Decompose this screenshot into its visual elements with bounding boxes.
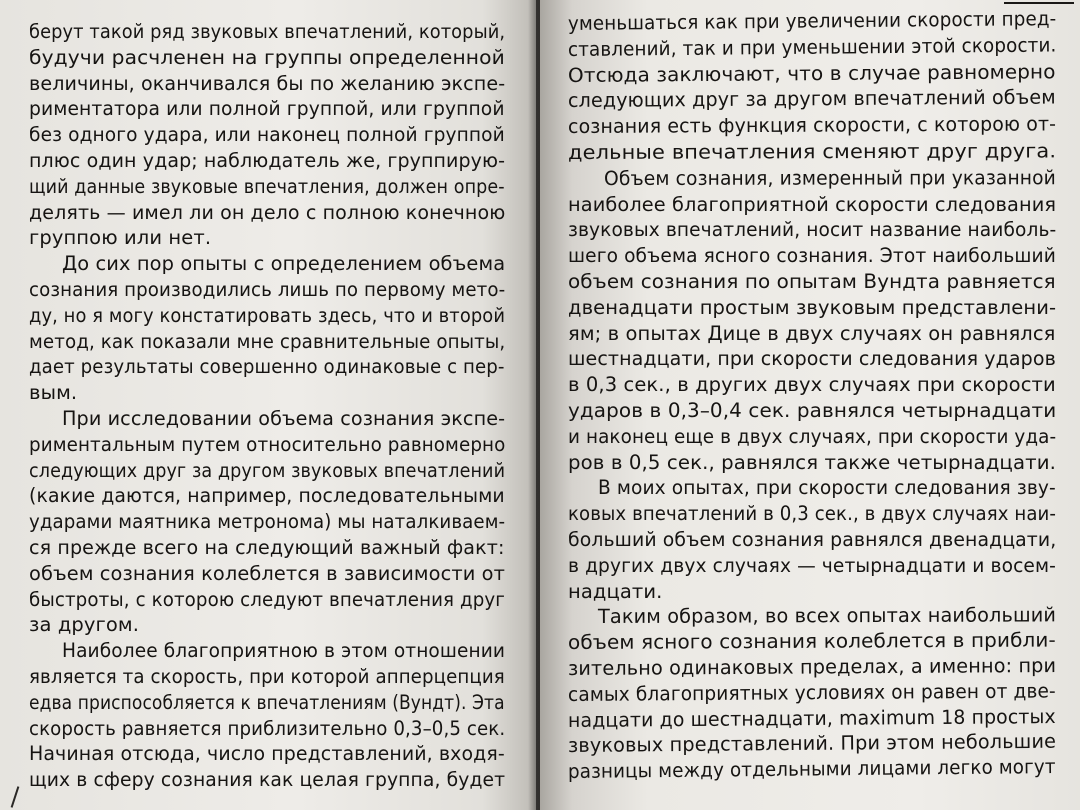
text-line: Таким образом, во всех опытах наибольший (597, 603, 1057, 629)
text-line: щий данные звуковые впечатления, должен опре- (29, 174, 505, 198)
text-line: надцати. (568, 579, 663, 603)
text-line: звуковых представлений. При этом небольшие (567, 730, 1057, 758)
text-line: дельные впечатления сменяют друг друга. (567, 139, 1057, 164)
text-line: за другом. (29, 613, 140, 637)
text-line: ям; в опытах Дице в двух случаях он равнялся (568, 321, 1056, 345)
text-line: Объем сознания, измеренный при указанной (603, 165, 1056, 190)
text-line: Начиная отсюда, число представлений, входя- (29, 742, 505, 766)
text-line: в 0,3 сек., в других двух случаях при скорости (568, 373, 1056, 397)
text-line: До сих пор опыты с определением объема (62, 252, 506, 276)
text-line: сознания производились лишь по первому мето- (29, 278, 506, 301)
pencil-mark (11, 786, 20, 808)
text-line: дает результаты совершенно одинаковые с пер- (29, 355, 505, 379)
text-line: величины, оканчивался бы по желанию экспе- (29, 71, 506, 95)
text-line: ставлений, так и при уменьшении этой скорости. (567, 33, 1057, 61)
text-line: (какие даются, например, последовательными (29, 484, 505, 508)
text-line: берут такой ряд звуковых впечатлений, который, (29, 20, 506, 43)
text-line: едва приспособляется к впечатлениям (Вундт). Эта (29, 690, 505, 714)
text-line: ду, но я могу констатировать здесь, что и второй (29, 303, 506, 327)
text-line: шестнадцати, при скорости следования ударов (568, 347, 1056, 371)
text-line: в других двух случаях — четырнадцати и восем- (568, 553, 1056, 577)
text-line: делять — имел ли он дело с полною конечною (29, 200, 506, 224)
text-line: скорость равняется приблизительно 0,3–0,5 сек. (29, 716, 506, 740)
text-line: разницы между отдельными лицами легко могут (567, 755, 1056, 784)
text-line: риментальным путем относительно равномерно (29, 432, 506, 456)
text-line: щих в сферу сознания как целая группа, будет (29, 768, 506, 792)
text-line: ударами маятника метронома) мы наталкиваем- (29, 510, 506, 534)
text-line: является та скорость, при которой апперцепция (29, 665, 505, 688)
text-line: следующих друг за другом впечатлений объем (567, 85, 1056, 113)
text-line: ударов в 0,3–0,4 сек. равнялся четырнадцати (568, 399, 1057, 422)
text-line: Отсюда заключают, что в случае равномерно (567, 59, 1056, 87)
text-line: двенадцати простым звуковым представлени- (568, 295, 1057, 319)
text-line: ковых впечатлений в 0,3 сек., в двух случаях наи- (568, 502, 1057, 526)
text-line: объем сознания колеблется в зависимости от (29, 561, 506, 585)
text-line: плюс один удар; наблюдатель же, группирую- (29, 149, 506, 172)
text-line: самых благоприятных условиях он равен от две- (567, 679, 1056, 706)
text-line: без одного удара, или наконец полной группой (29, 123, 505, 147)
text-line: звуковых впечатлений, носит название наиболь- (568, 218, 1057, 242)
text-line: В моих опытах, при скорости следования зву- (598, 476, 1056, 500)
text-line: вым. (29, 381, 78, 405)
text-line: и наконец еще в двух случаях, при скорости уда- (568, 424, 1057, 448)
text-line: При исследовании объема сознания экспе- (62, 407, 506, 430)
text-line: уменьшаться как при увеличении скорости пред- (567, 7, 1057, 35)
text-line: объем сознания по опытам Вундта равняется (568, 270, 1056, 293)
text-line: больший объем сознания равнялся двенадцати, (568, 528, 1057, 551)
text-line: сознания есть функция скорости, с которою от- (567, 112, 1057, 139)
text-line: наиболее благоприятной скорости следования (568, 192, 1057, 216)
left-page (0, 0, 536, 810)
right-page (540, 0, 1080, 810)
text-line: группою или нет. (29, 226, 212, 250)
text-line: метод, как показали мне сравнительные опыты, (29, 329, 506, 353)
text-line: ров в 0,5 сек., равнялся также четырнадцати. (568, 450, 1056, 474)
text-line: быстроты, с которою следуют впечатления друг (29, 587, 505, 611)
header-rule (1004, 2, 1074, 4)
text-line: зительно одинаковых пределах, а именно: при (567, 653, 1057, 680)
text-line: Наиболее благоприятною в этом отношении (62, 639, 506, 663)
text-line: будучи расчленен на группы определенной (29, 45, 505, 69)
text-line: риментатора или полной группой, или группой (29, 97, 505, 121)
text-line: надцати до шестнадцати, maximum 18 простых (567, 704, 1056, 732)
text-line: шего объема ясного сознания. Этот наибольший (568, 244, 1056, 268)
text-line: объем ясного сознания колеблется в прибли- (567, 628, 1056, 655)
text-line: следующих друг за другом звуковых впечатлений (29, 458, 506, 482)
text-line: ся прежде всего на следующий важный факт: (29, 536, 505, 559)
